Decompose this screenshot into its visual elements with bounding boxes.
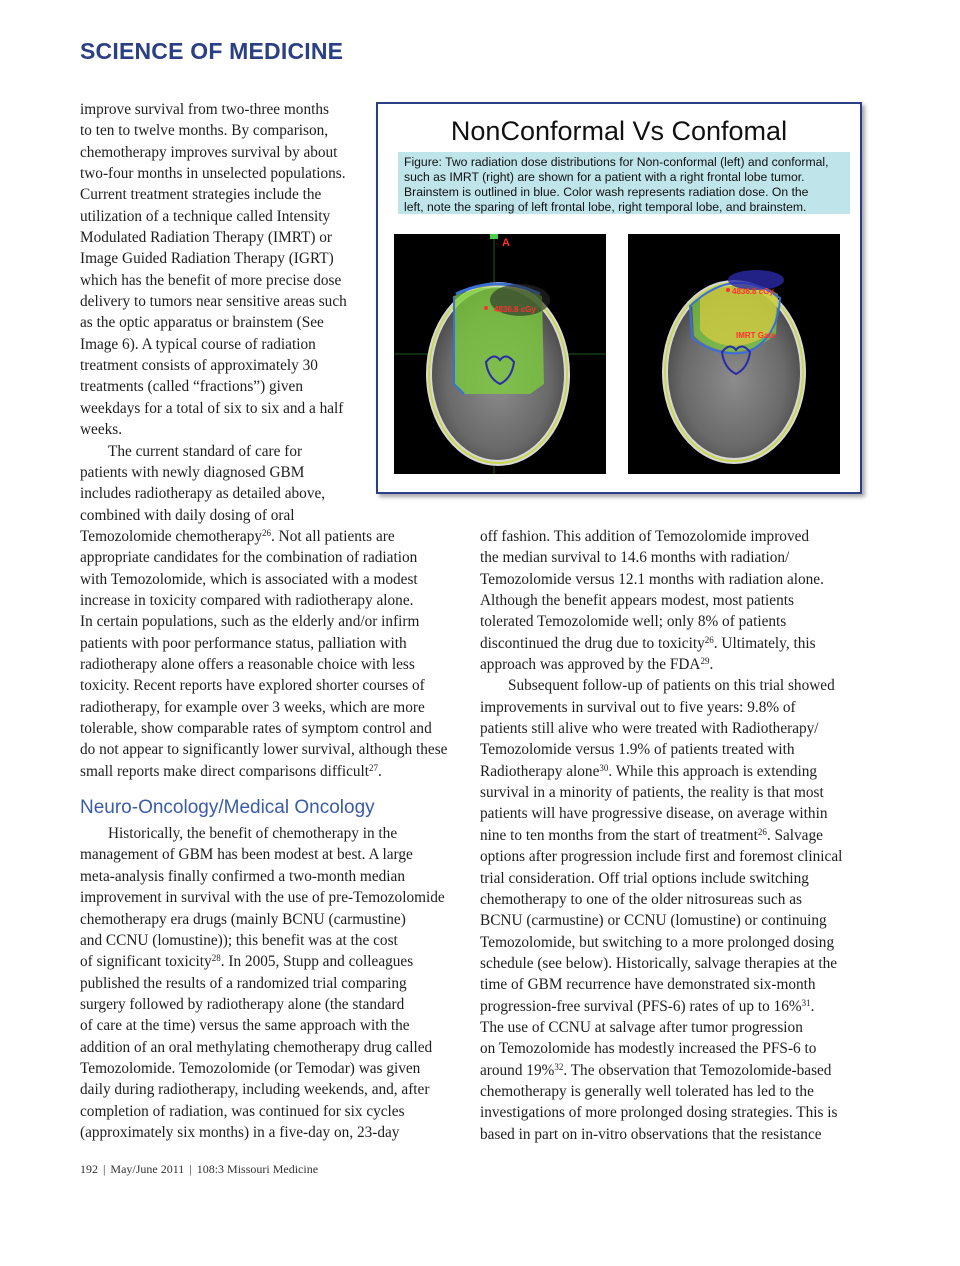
- text-line: Temozolomide versus 12.1 months with radiation alone.: [480, 570, 824, 588]
- dose-label-right: 4836.8 cGy: [732, 287, 774, 296]
- page-number: 192: [80, 1162, 98, 1176]
- text-line: trial consideration. Off trial options include switching: [480, 869, 809, 887]
- text-line: includes radiotherapy as detailed above,: [80, 485, 326, 503]
- citation: 32: [554, 1061, 564, 1072]
- text-line: patients will have progressive disease, on average within: [480, 805, 828, 823]
- text-line: with Temozolomide, which is associated with a modest: [80, 570, 418, 588]
- text-line: Modulated Radiation Therapy (IMRT) or: [80, 229, 332, 247]
- text-line: Temozolomide chemotherapy$^{26}$. Not all patients are: [80, 528, 395, 545]
- text-line: surgery followed by radiotherapy alone (the standard: [80, 995, 405, 1013]
- imrt-gate-label: IMRT Gate: [736, 331, 776, 340]
- paragraph-stupp-trial: [80, 973, 462, 1144]
- text-line: around 19%$^{32}$. The observation that Temozolomide-based: [480, 1061, 832, 1079]
- text-line: improve survival from two-three months: [80, 101, 329, 118]
- text-line: Current treatment strategies include the: [80, 186, 322, 204]
- text-line: chemotherapy improves survival by about: [80, 143, 338, 161]
- dose-label-left: 4836.8 cGy: [494, 305, 536, 314]
- text-line: The use of CCNU at salvage after tumor progression: [480, 1018, 803, 1036]
- text-line: to ten to twelve months. By comparison,: [80, 122, 329, 140]
- text-line: two-four months in unselected populations.: [80, 165, 346, 183]
- text-line: Image 6). A typical course of radiation: [80, 335, 316, 353]
- text-line: weekdays for a total of six to six and a half: [80, 399, 344, 417]
- text-line: addition of an oral methylating chemotherapy drug called: [80, 1038, 433, 1056]
- text-line: of significant toxicity$^{28}$. In 2005, Stupp and colleagues: [80, 953, 414, 971]
- text-line: daily during radiotherapy, including weekends, and, after: [80, 1081, 430, 1099]
- text-line: patients with newly diagnosed GBM: [80, 463, 305, 481]
- text-line: delivery to tumors near sensitive areas such: [80, 293, 347, 311]
- text-line: combined with daily dosing of oral: [80, 506, 295, 524]
- text-line: the median survival to 14.6 months with radiation/: [480, 549, 790, 567]
- text-line: options after progression include first and foremost clinical: [480, 848, 843, 866]
- figure-box: [376, 102, 862, 494]
- text-line: Historically, the benefit of chemotherapy in the: [108, 825, 398, 843]
- text-line: improvement in survival with the use of pre-Temozolomide: [80, 889, 445, 907]
- text-line: do not appear to significantly lower survival, although these: [80, 741, 448, 759]
- body-column-right: [480, 526, 860, 1145]
- text-line: on Temozolomide has modestly increased the PFS-6 to: [480, 1040, 817, 1058]
- text-line: survival in a minority of patients, the reality is that most: [480, 784, 824, 802]
- section-heading: Neuro-Oncology/Medical Oncology: [80, 797, 375, 819]
- citation: 26: [704, 634, 714, 645]
- text-line: based in part on in-vitro observations that the resistance: [480, 1125, 822, 1143]
- text-line: patients with poor performance status, palliation with: [80, 634, 407, 652]
- text-line: chemotherapy is generally well tolerated has led to the: [480, 1082, 814, 1100]
- section-header: SCIENCE OF MEDICINE: [80, 38, 344, 64]
- text-line: increase in toxicity compared with radiotherapy alone.: [80, 592, 414, 610]
- text-line: Image Guided Radiation Therapy (IGRT): [80, 250, 334, 268]
- figure-caption: [398, 152, 850, 214]
- text-line: Subsequent follow-up of patients on this trial showed: [508, 677, 835, 695]
- text-line: tolerated Temozolomide well; only 8% of patients: [480, 613, 787, 631]
- text-line: improvements in survival out to five years: 9.8% of: [480, 698, 796, 716]
- text-line: Temozolomide, but switching to a more prolonged dosing: [480, 933, 835, 951]
- text-line: tolerable, show comparable rates of symptom control and: [80, 720, 432, 738]
- caption-line: Brainstem is outlined in blue. Color wash represents radiation dose. On the: [404, 185, 809, 199]
- paragraph-chemo-history: [80, 823, 462, 951]
- text-line: (approximately six months) in a five-day on, 23-day: [80, 1123, 400, 1141]
- text-line: Temozolomide versus 1.9% of patients treated with: [480, 741, 795, 759]
- text-line: published the results of a randomized trial comparing: [80, 974, 407, 992]
- text-line: Although the benefit appears modest, most patients: [480, 592, 794, 610]
- citation: 27: [369, 762, 379, 773]
- ct-scan-conformal-image: [628, 234, 840, 474]
- text-line: schedule (see below). Historically, salvage therapies at the: [480, 954, 838, 972]
- text-line: Radiotherapy alone$^{30}$. While this approach is extending: [480, 762, 818, 780]
- issue-date: May/June 2011: [110, 1162, 185, 1176]
- text-line: radiotherapy alone offers a reasonable choice with less: [80, 656, 415, 674]
- text-line: utilization of a technique called Intensity: [80, 207, 331, 225]
- text-line: appropriate candidates for the combination of radiation: [80, 549, 418, 567]
- text-line: progression-free survival (PFS-6) rates of up to 16%$^{31}$.: [480, 997, 815, 1015]
- citation: 30: [599, 762, 609, 773]
- text-line: as the optic apparatus or brainstem (See: [80, 314, 324, 332]
- text-line: meta-analysis finally confirmed a two-month median: [80, 867, 405, 885]
- text-line: patients still alive who were treated with Radiotherapy/: [480, 720, 819, 738]
- text-line: treatment consists of approximately 30: [80, 357, 318, 375]
- ct-scan-conformal: [628, 234, 840, 474]
- caption-line: such as IMRT (right) are shown for a patient with a right frontal lobe tumor.: [404, 170, 805, 184]
- text-line: chemotherapy era drugs (mainly BCNU (carmustine): [80, 910, 406, 928]
- text-line: which has the benefit of more precise dose: [80, 271, 342, 289]
- body-column-top-left: [80, 99, 370, 526]
- text-line: completion of radiation, was continued for six cycles: [80, 1102, 405, 1120]
- ct-scan-nonconformal-image: [394, 234, 606, 474]
- text-line: In certain populations, such as the elderly and/or infirm: [80, 613, 420, 631]
- text-line: treatments (called “fractions”) given: [80, 378, 303, 396]
- text-line: time of GBM recurrence have demonstrated six-month: [480, 976, 816, 994]
- caption-line: left, note the sparing of left frontal lobe, right temporal lobe, and brainstem.: [404, 200, 807, 214]
- paragraph-standard-of-care: [80, 441, 370, 526]
- text-line: and CCNU (lomustine)); this benefit was at the cost: [80, 931, 398, 949]
- paragraph-candidates: [80, 547, 462, 760]
- citation: 28: [211, 953, 221, 964]
- text-line: of care at the time) versus the same approach with the: [80, 1017, 410, 1035]
- citation: 31: [801, 997, 811, 1008]
- text-line: management of GBM has been modest at best. A large: [80, 846, 413, 864]
- citation: 26: [262, 528, 272, 538]
- journal-name: 108:3 Missouri Medicine: [196, 1162, 319, 1176]
- text-line: weeks.: [80, 421, 123, 439]
- text-line: off fashion. This addition of Temozolomide improved: [480, 528, 810, 545]
- text-line: chemotherapy to one of the older nitrosureas such as: [480, 890, 802, 908]
- scan-marker-a: A: [502, 237, 510, 249]
- text-line: Temozolomide. Temozolomide (or Temodar) was given: [80, 1059, 421, 1077]
- caption-line: Figure: Two radiation dose distributions for Non-conformal (left) and conformal,: [404, 155, 829, 169]
- text-line: discontinued the drug due to toxicity$^{26}$. Ultimately, this: [480, 634, 816, 652]
- text-line: The current standard of care for: [108, 442, 303, 460]
- citation: 29: [700, 656, 710, 667]
- body-column-left: [80, 526, 462, 1143]
- text-line: toxicity. Recent reports have explored shorter courses of: [80, 677, 425, 695]
- text-line: BCNU (carmustine) or CCNU (lomustine) or continuing: [480, 912, 827, 930]
- text-line: small reports make direct comparisons difficult$^{27}$.: [80, 762, 382, 780]
- citation: 26: [757, 826, 767, 837]
- text-line: approach was approved by the FDA$^{29}$.: [480, 656, 714, 674]
- text-line: nine to ten months from the start of treatment$^{26}$. Salvage: [480, 826, 823, 844]
- figure-title: NonConformal Vs Confomal: [450, 116, 788, 146]
- paragraph-radiotherapy: [80, 99, 370, 441]
- text-line: radiotherapy, for example over 3 weeks, which are more: [80, 698, 425, 716]
- page-footer: 192 | May/June 2011 | 108:3 Missouri Medicine: [80, 1162, 319, 1176]
- ct-scan-nonconformal: [394, 234, 606, 474]
- text-line: investigations of more prolonged dosing strategies. This is: [480, 1104, 838, 1122]
